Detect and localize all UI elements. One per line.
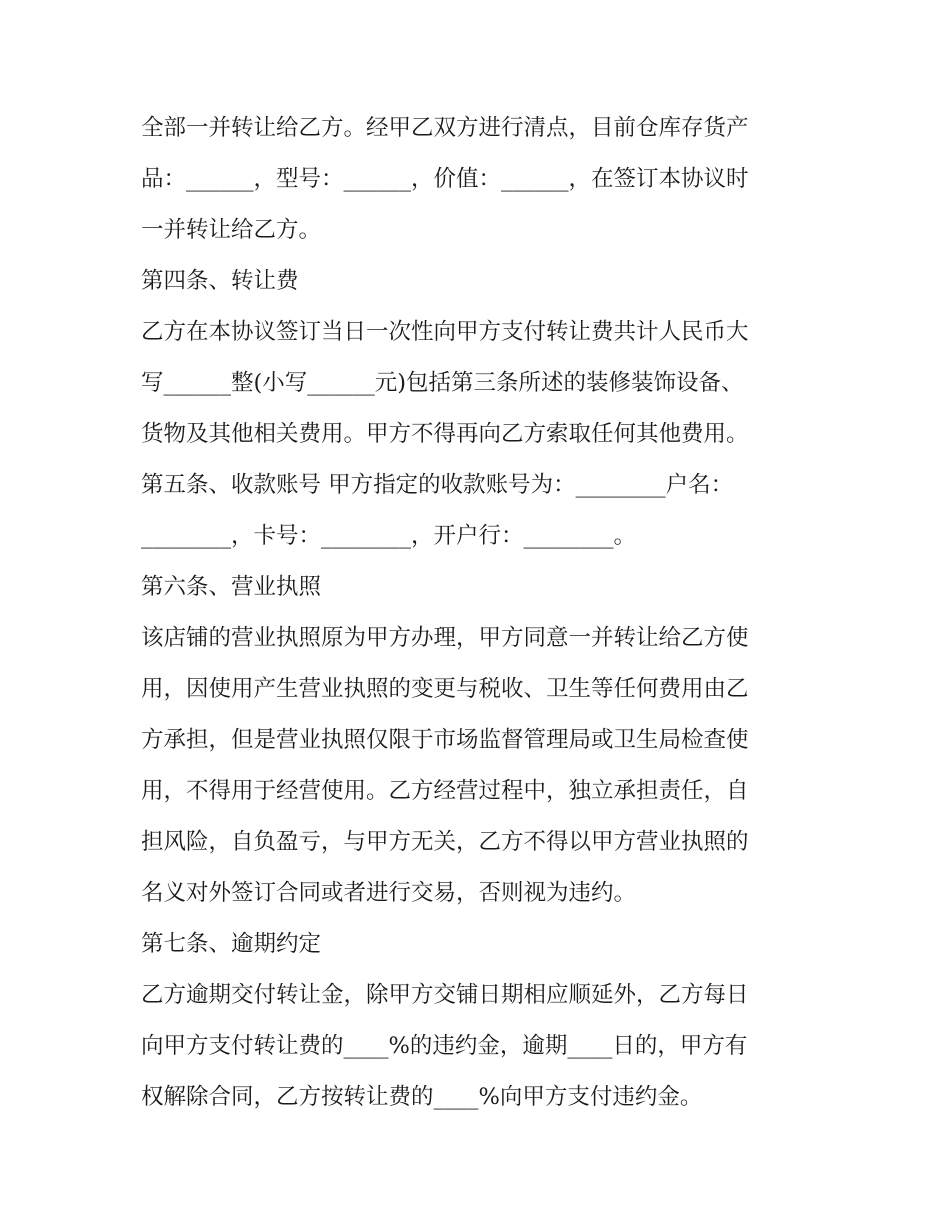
text-line: 向甲方支付转让费的____%的违约金，逾期____日的，甲方有 — [141, 1033, 748, 1059]
text-line: 品：______，型号：______，价值：______，在签订本协议时 — [141, 166, 749, 192]
text-line: 名义对外签订合同或者进行交易，否则视为违约。 — [141, 880, 637, 906]
section-heading: 第四条、转让费 — [141, 268, 299, 294]
section-heading: 第七条、逾期约定 — [141, 931, 322, 957]
text-line: 货物及其他相关费用。甲方不得再向乙方索取任何其他费用。 — [141, 421, 749, 447]
text-line: 方承担，但是营业执照仅限于市场监督管理局或卫生局检查使 — [141, 727, 749, 753]
document-body — [141, 103, 821, 1123]
text-line: 全部一并转让给乙方。经甲乙双方进行清点，目前仓库存货产 — [141, 115, 749, 141]
text-line: ________，卡号：________，开户行：________。 — [141, 523, 637, 549]
text-line: 用，因使用产生营业执照的变更与税收、卫生等任何费用由乙 — [141, 676, 749, 702]
text-line: 担风险，自负盈亏，与甲方无关，乙方不得以甲方营业执照的 — [141, 829, 749, 855]
section-heading: 第五条、收款账号 甲方指定的收款账号为：________户名： — [141, 472, 734, 498]
text-line: 该店铺的营业执照原为甲方办理，甲方同意一并转让给乙方使 — [141, 625, 749, 651]
section-heading: 第六条、营业执照 — [141, 574, 322, 600]
text-line: 写______整(小写______元)包括第三条所述的装修装饰设备、 — [141, 370, 744, 396]
text-line: 权解除合同，乙方按转让费的____%向甲方支付违约金。 — [141, 1084, 703, 1110]
text-line: 乙方逾期交付转让金，除甲方交铺日期相应顺延外，乙方每日 — [141, 982, 749, 1008]
text-line: 用，不得用于经营使用。乙方经营过程中，独立承担责任，自 — [141, 778, 749, 804]
text-line: 一并转让给乙方。 — [141, 217, 322, 243]
text-line: 乙方在本协议签订当日一次性向甲方支付转让费共计人民币大 — [141, 319, 749, 345]
